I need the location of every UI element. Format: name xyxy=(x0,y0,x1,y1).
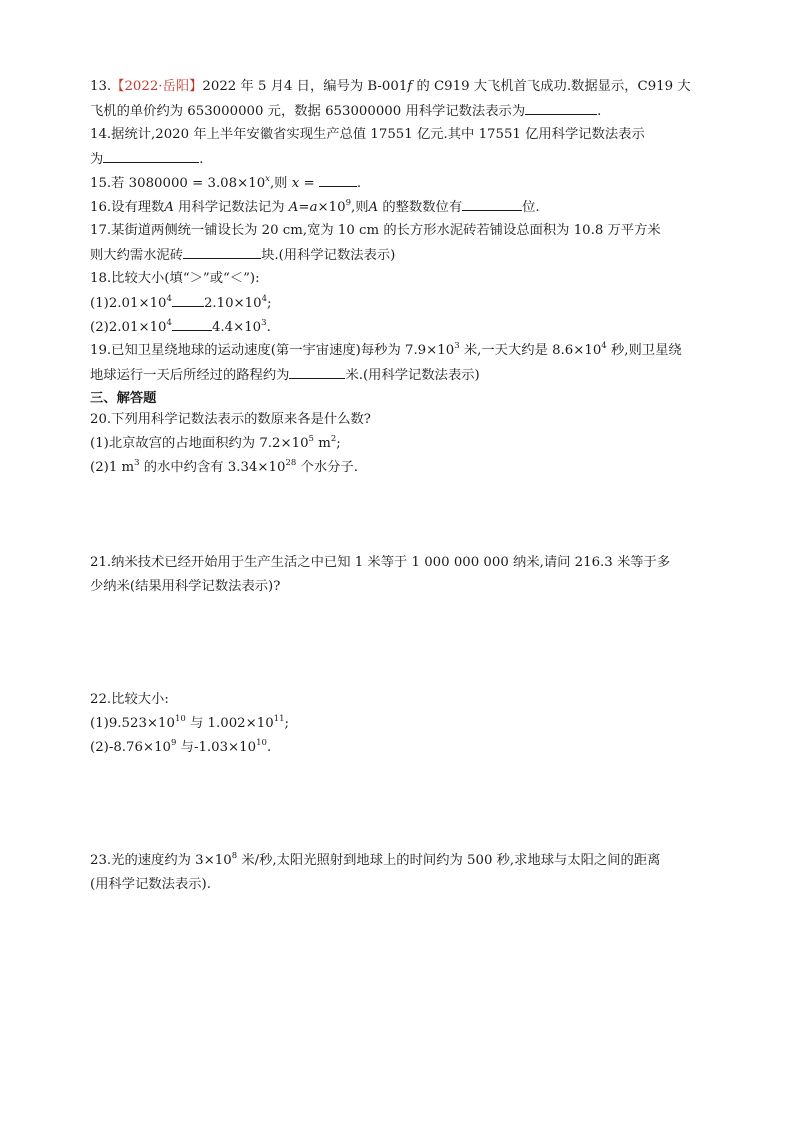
math-exponent: 5 xyxy=(308,433,314,444)
question-18-part-1 xyxy=(90,292,272,314)
question-text: 15.若 3080000 = 3.08×10 xyxy=(90,176,266,191)
math-variable: A xyxy=(164,200,174,215)
answer-blank[interactable] xyxy=(183,244,261,259)
answer-blank[interactable] xyxy=(172,316,212,331)
question-text: 少纳米(结果用科学记数法表示)? xyxy=(90,579,281,594)
math-variable: f xyxy=(407,79,413,94)
question-23-line-1 xyxy=(90,850,660,871)
punctuation: . xyxy=(266,320,271,335)
punctuation: ; xyxy=(284,716,289,731)
question-source-tag: 【2022·岳阳】 xyxy=(111,79,203,94)
question-text: m xyxy=(313,436,331,451)
answer-blank[interactable] xyxy=(172,292,204,307)
math-exponent: 4 xyxy=(166,293,172,304)
question-20-part-1 xyxy=(90,433,341,454)
punctuation: . xyxy=(199,152,204,167)
math-exponent: 9 xyxy=(171,737,177,748)
question-19-line-1 xyxy=(90,340,682,361)
question-21-line-2 xyxy=(90,576,280,597)
question-22-title xyxy=(90,689,169,710)
question-text: ,则 xyxy=(350,200,369,215)
answer-blank[interactable] xyxy=(525,100,597,115)
math-exponent: 4 xyxy=(601,340,607,351)
question-19-line-2 xyxy=(90,364,480,386)
question-text: 16.设有理数 xyxy=(90,200,165,215)
question-17-line-1 xyxy=(90,220,661,241)
math-exponent: 4 xyxy=(261,293,268,304)
question-21-line-1 xyxy=(90,552,670,573)
math-exponent: 3 xyxy=(134,457,140,468)
punctuation: . xyxy=(356,176,362,191)
question-text: 为 xyxy=(90,152,104,167)
question-text: 米/秒,太阳光照射到地球上的时间约为 500 秒,求地球与太阳之间的距离 xyxy=(237,853,661,868)
question-14-line-2 xyxy=(90,148,204,170)
question-text: = xyxy=(298,200,310,215)
question-text: 21.纳米技术已经开始用于生产生活之中已知 1 米等于 1 000 000 000 纳米,请问 216.3 米等于多 xyxy=(90,555,671,570)
punctuation: ; xyxy=(336,436,341,451)
question-text: 19.已知卫星绕地球的运动速度(第一宇宙速度)每秒为 7.9×10 xyxy=(90,343,455,358)
question-17-line-2 xyxy=(90,244,395,266)
punctuation: . xyxy=(266,740,272,755)
math-exponent: 3 xyxy=(261,317,267,328)
question-text: 2.10×10 xyxy=(203,296,262,311)
question-text: = xyxy=(299,176,319,191)
math-variable: a xyxy=(309,200,318,215)
question-text: 块.(用科学记数法表示) xyxy=(261,248,396,263)
math-exponent: 10 xyxy=(256,737,267,748)
question-15 xyxy=(90,172,361,194)
question-text: 2022 年 5 月4 日，编号为 B-001 xyxy=(202,79,408,94)
question-text: (2)-8.76×10 xyxy=(90,740,171,755)
answer-blank[interactable] xyxy=(103,148,199,163)
question-20-part-2 xyxy=(90,457,358,478)
answer-blank[interactable] xyxy=(289,364,345,379)
answer-blank[interactable] xyxy=(319,172,357,187)
question-text: (1)北京故宫的占地面积约为 7.2×10 xyxy=(90,436,309,451)
question-text: 飞机的单价约为 653000000 元，数据 653000000 用科学记数法表示为 xyxy=(90,104,526,119)
question-text: 20.下列用科学记数法表示的数原来各是什么数? xyxy=(90,412,371,427)
math-variable: A xyxy=(288,200,299,215)
question-13-line-2 xyxy=(90,100,601,122)
question-number: 13. xyxy=(90,79,112,94)
question-text: 4.4×10 xyxy=(211,320,262,335)
question-text: 23.光的速度约为 3×10 xyxy=(90,853,232,868)
question-text: 14.据统计,2020 年上半年安徽省实现生产总值 17551 亿元.其中 17551 亿用科学记数法表示 xyxy=(90,127,645,142)
question-text: 与 1.002×10 xyxy=(185,716,274,731)
question-22-part-1 xyxy=(90,713,289,734)
math-exponent: 9 xyxy=(345,197,351,208)
math-exponent: 4 xyxy=(166,317,172,328)
math-variable: x xyxy=(291,176,300,191)
math-variable: A xyxy=(368,200,379,215)
question-18-title xyxy=(90,268,260,289)
math-exponent: 8 xyxy=(231,850,238,861)
question-text: ×10 xyxy=(317,200,346,215)
question-22-part-2 xyxy=(90,737,271,758)
punctuation: . xyxy=(597,104,602,119)
math-exponent: 28 xyxy=(285,457,297,468)
question-text: 个水分子. xyxy=(296,460,358,475)
question-16 xyxy=(90,196,540,218)
question-text: 米.(用科学记数法表示) xyxy=(345,368,480,383)
question-20-title xyxy=(90,409,371,430)
math-exponent: 2 xyxy=(330,433,337,444)
question-text: 的整数数位有 xyxy=(378,200,463,215)
question-text: (2)2.01×10 xyxy=(90,320,167,335)
question-text: (用科学记数法表示). xyxy=(90,877,211,892)
question-text: 18.比较大小(填“＞”或“＜”): xyxy=(90,271,260,286)
question-text: 米,一天大约是 8.6×10 xyxy=(459,343,602,358)
question-text: 用科学记数法记为 xyxy=(173,200,289,215)
question-text: 位. xyxy=(522,200,540,215)
question-text: (1)9.523×10 xyxy=(90,716,175,731)
question-text: (1)2.01×10 xyxy=(90,296,167,311)
question-13-line-1 xyxy=(90,76,691,97)
punctuation: ; xyxy=(267,296,272,311)
section-heading: 三、解答题 xyxy=(90,391,157,406)
question-text: 与-1.03×10 xyxy=(176,740,257,755)
math-exponent: 10 xyxy=(174,713,186,724)
question-text: ,则 xyxy=(269,176,292,191)
question-text: 22.比较大小: xyxy=(90,692,169,707)
math-exponent: 3 xyxy=(454,340,460,351)
question-text: 则大约需水泥砖 xyxy=(90,248,184,263)
math-exponent: x xyxy=(265,173,270,184)
question-18-part-2 xyxy=(90,316,271,338)
question-text: 地球运行一天后所经过的路程约为 xyxy=(90,368,290,383)
question-14-line-1 xyxy=(90,124,645,145)
question-text: 的水中约含有 3.34×10 xyxy=(139,460,286,475)
question-text: 的 C919 大飞机首飞成功.数据显示，C919 大 xyxy=(412,79,691,94)
question-text: (2)1 m xyxy=(90,460,135,475)
math-exponent: 11 xyxy=(273,713,285,724)
question-text: 秒,则卫星绕 xyxy=(606,343,682,358)
question-text: 17.某街道两侧统一铺设长为 20 cm,宽为 10 cm 的长方形水泥砖若铺设总面积为 10.8 万平方米 xyxy=(90,223,661,238)
question-23-line-2 xyxy=(90,874,211,895)
answer-blank[interactable] xyxy=(462,196,522,211)
